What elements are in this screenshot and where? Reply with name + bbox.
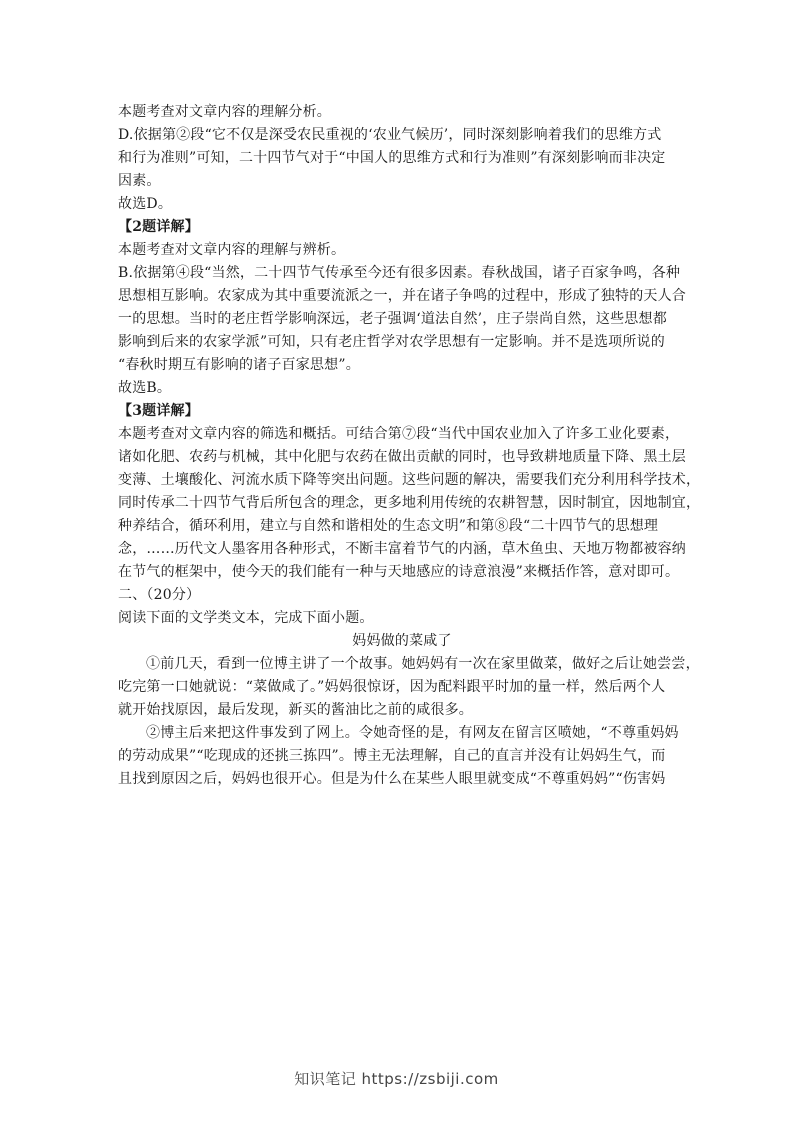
section3-line: 同时传承二十四节气背后所包含的理念，更多地利用传统的农耕智慧，因时制宜，因地制宜， bbox=[118, 495, 701, 511]
section3-line: 本题考查对文章内容的筛选和概括。可结合第⑦段“当代中国农业加入了许多工业化要素， bbox=[118, 426, 680, 442]
section3-line: 在节气的框架中，使今天的我们能有一种与天地感应的诗意浪漫”来概括作答，意对即可。 bbox=[118, 564, 680, 580]
section2-heading: 【2题详解】 bbox=[118, 219, 199, 235]
document-page bbox=[118, 101, 701, 791]
section2-b-line: B.依据第④段“当然，二十四节气传承至今还有很多因素。春秋战国，诸子百家争鸣，各种 bbox=[118, 265, 681, 281]
part2-instruction: 阅读下面的文学类文本，完成下面小题。 bbox=[118, 610, 374, 626]
article-paragraph-2-line: ②博主后来把这件事发到了网上。令她奇怪的是，有网友在留言区喷她，“不尊重妈妈 bbox=[146, 725, 679, 741]
section1-answer: 故选D。 bbox=[118, 196, 173, 212]
section2-b-line: “春秋时期互有影响的诸子百家思想”。 bbox=[118, 357, 360, 373]
section3-line: 诸如化肥、农药与机械，其中化肥与农药在做出贡献的同时，也导致耕地质量下降、黑土层 bbox=[118, 449, 686, 465]
section2-answer: 故选B。 bbox=[118, 380, 172, 396]
section2-intro: 本题考查对文章内容的理解与辨析。 bbox=[118, 242, 346, 258]
section3-line: 种养结合，循环利用，建立与自然和谐相处的生态文明”和第⑧段“二十四节气的思想理 bbox=[118, 518, 659, 534]
section1-intro: 本题考查对文章内容的理解分析。 bbox=[118, 104, 331, 120]
section2-b-line: 思想相互影响。农家成为其中重要流派之一，并在诸子争鸣的过程中，形成了独特的天人合 bbox=[118, 288, 686, 304]
article-paragraph-1-line: 吃完第一口她就说：“菜做咸了。”妈妈很惊讶，因为配料跟平时加的量一样，然后两个人 bbox=[118, 679, 666, 695]
watermark-footer: 知识笔记 https://zsbiji.com bbox=[294, 1070, 499, 1088]
section3-line: 变薄、土壤酸化、河流水质下降等突出问题。这些问题的解决，需要我们充分利用科学技术， bbox=[118, 472, 701, 488]
article-title: 妈妈做的菜咸了 bbox=[352, 633, 452, 649]
section3-line: 念，……历代文人墨客用各种形式，不断丰富着节气的内涵，草木鱼虫、天地万物都被容纳 bbox=[118, 541, 686, 557]
part2-heading: 二、（20分） bbox=[118, 587, 201, 603]
article-paragraph-1-line: 就开始找原因，最后发现，新买的酱油比之前的咸很多。 bbox=[118, 702, 473, 718]
article-paragraph-1-line: ①前几天，看到一位博主讲了一个故事。她妈妈有一次在家里做菜，做好之后让她尝尝， bbox=[146, 656, 700, 672]
section2-b-line: 影响到后来的农家学派”可知，只有老庄哲学对农学思想有一定影响。并不是选项所说的 bbox=[118, 334, 665, 350]
section2-b-line: 一的思想。当时的老庄哲学影响深远，老子强调‘道法自然’，庄子崇尚自然，这些思想都 bbox=[118, 311, 667, 327]
section1-d-line: 和行为准则”可知，二十四节气对于“中国人的思维方式和行为准则”有深刻影响而非决定 bbox=[118, 150, 666, 166]
section3-heading: 【3题详解】 bbox=[118, 403, 199, 419]
article-paragraph-2-line: 且找到原因之后，妈妈也很开心。但是为什么在某些人眼里就变成“不尊重妈妈”“伤害妈 bbox=[118, 771, 666, 787]
section1-d-line: D.依据第②段“它不仅是深受农民重视的‘农业气候历’，同时深刻影响着我们的思维方式 bbox=[118, 127, 662, 143]
section1-d-line: 因素。 bbox=[118, 173, 161, 189]
article-paragraph-2-line: 的劳动成果”“吃现成的还挑三拣四”。博主无法理解，自己的直言并没有让妈妈生气，而 bbox=[118, 748, 666, 764]
